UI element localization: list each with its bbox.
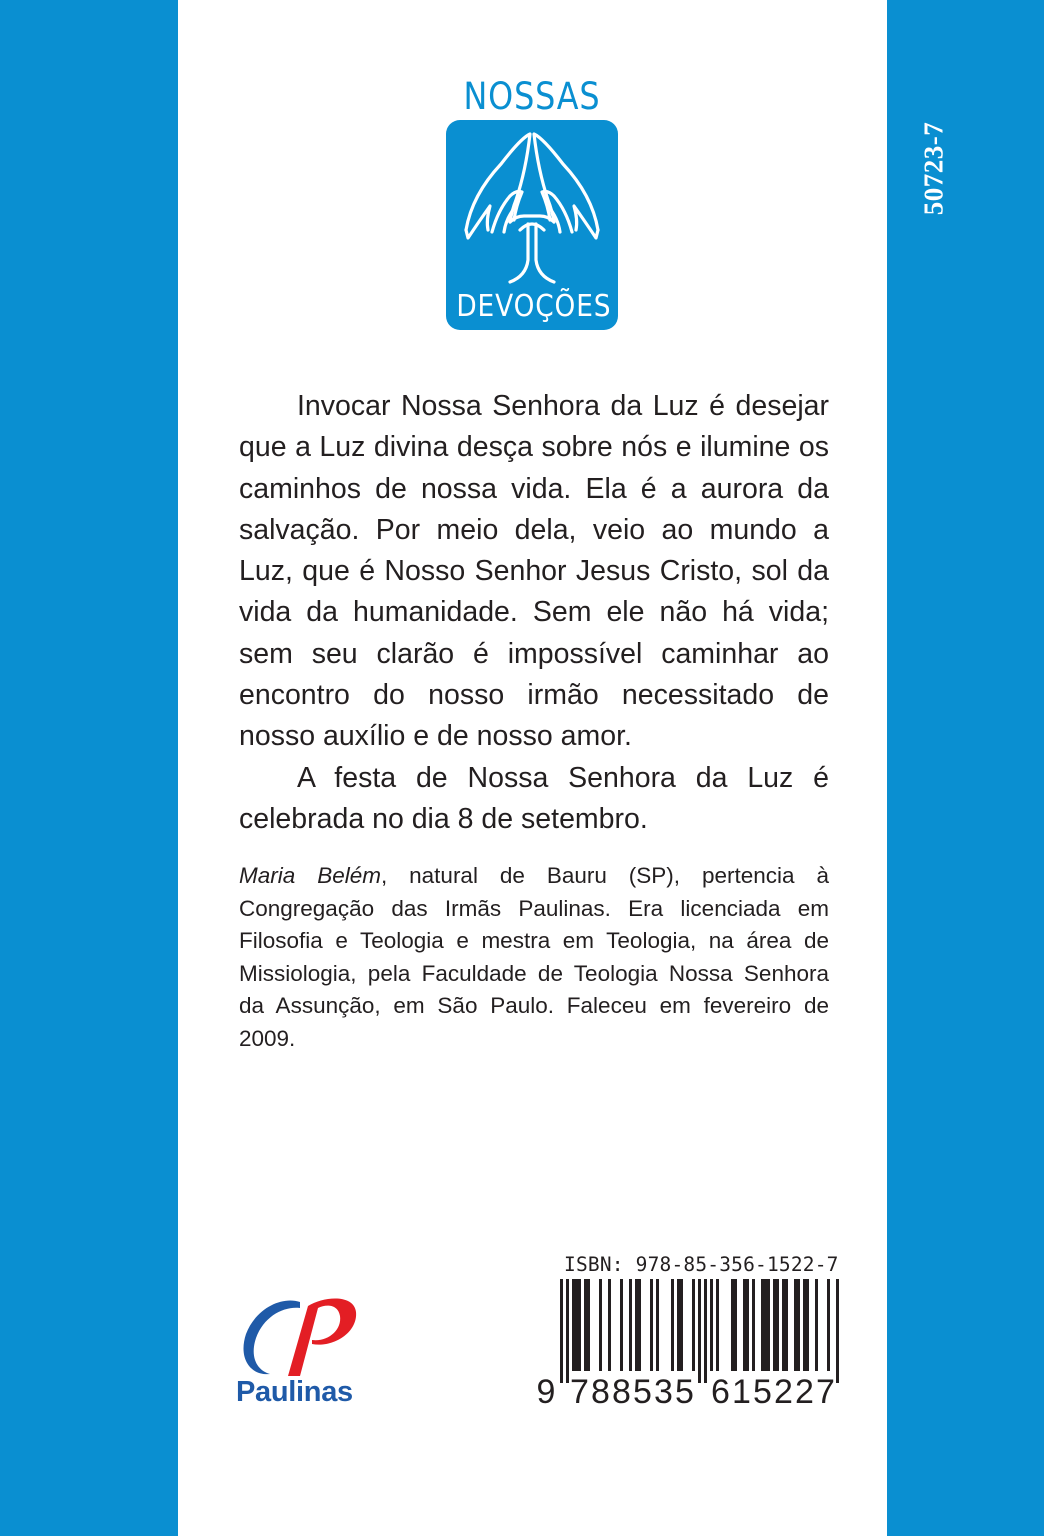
barcode-bar bbox=[797, 1279, 800, 1371]
left-blue-band bbox=[0, 0, 178, 1536]
barcode-bar bbox=[803, 1279, 806, 1371]
barcode-digit: 2 bbox=[774, 1373, 793, 1409]
barcode-bar bbox=[746, 1279, 749, 1371]
barcode-digit: 7 bbox=[816, 1373, 835, 1409]
right-blue-band bbox=[887, 0, 1044, 1536]
barcode-bar bbox=[752, 1279, 755, 1371]
barcode-bar bbox=[704, 1279, 707, 1383]
barcode-bars bbox=[560, 1279, 842, 1383]
barcode-digit: 5 bbox=[675, 1373, 694, 1409]
barcode-digit: 5 bbox=[753, 1373, 772, 1409]
barcode-bar bbox=[734, 1279, 737, 1371]
series-logo-top-text: NOSSAS bbox=[463, 75, 601, 118]
series-logo-box bbox=[446, 120, 618, 330]
barcode-bar bbox=[677, 1279, 680, 1371]
barcode-bar bbox=[743, 1279, 746, 1371]
barcode-bar bbox=[776, 1279, 779, 1371]
barcode-bar bbox=[572, 1279, 575, 1371]
barcode-bar bbox=[560, 1279, 563, 1383]
description bbox=[239, 386, 829, 840]
spine-code bbox=[919, 118, 949, 218]
barcode-bar bbox=[782, 1279, 785, 1371]
barcode-digit: 2 bbox=[795, 1373, 814, 1409]
barcode-bar bbox=[716, 1279, 719, 1371]
barcode-bar bbox=[794, 1279, 797, 1371]
description-paragraph-2: A festa de Nossa Senhora da Luz é celebrada no dia 8 de setembro. bbox=[239, 761, 829, 835]
barcode-digit: 8 bbox=[591, 1373, 610, 1409]
description-paragraph-1: Invocar Nossa Senhora da Luz é desejar que a Luz divina desça sobre nós e ilumine os caminhos de nossa vida. Ela é a aurora da salvação. Por meio dela, veio ao mundo a Luz, que é Nosso Senhor Jesus Cristo, sol da vida da humanidade. Sem ele não há vida; sem seu clarão é impossível caminhar ao encontro do nosso irmão necessitado de nosso auxílio e de nosso amor. bbox=[239, 390, 829, 753]
barcode-bar bbox=[599, 1279, 602, 1371]
barcode-bar bbox=[671, 1279, 674, 1371]
barcode-bar bbox=[587, 1279, 590, 1371]
barcode-bar bbox=[608, 1279, 611, 1371]
barcode-digit: 3 bbox=[654, 1373, 673, 1409]
barcode-bar bbox=[650, 1279, 653, 1371]
barcode-bar bbox=[620, 1279, 623, 1371]
isbn-label: ISBN: 978-85-356-1522-7 bbox=[564, 1253, 839, 1276]
author-bio-text: , natural de Bauru (SP), pertencia à Congregação das Irmãs Paulinas. Era licenciada em Filosofia e Teologia e mestra em Teologia, na área de Missiologia, pela Faculdade de Teologia Nossa Senhora da Assunção, em São Paulo. Faleceu em fevereiro de 2009. bbox=[239, 863, 829, 1051]
barcode-bar bbox=[761, 1279, 764, 1371]
barcode-bar bbox=[806, 1279, 809, 1371]
barcode-bar bbox=[764, 1279, 767, 1371]
barcode-bar bbox=[785, 1279, 788, 1371]
barcode-digit: 1 bbox=[732, 1373, 751, 1409]
barcode-bar bbox=[773, 1279, 776, 1371]
barcode-bar bbox=[629, 1279, 632, 1371]
series-logo-bottom-text: DEVOÇÕES bbox=[456, 289, 612, 324]
isbn-barcode bbox=[536, 1279, 842, 1409]
barcode-digits bbox=[537, 1373, 835, 1409]
barcode-digit: 9 bbox=[536, 1373, 556, 1409]
author-bio bbox=[239, 860, 829, 1056]
barcode-bar bbox=[638, 1279, 641, 1371]
barcode-digit: 6 bbox=[711, 1373, 730, 1409]
barcode-bar bbox=[656, 1279, 659, 1371]
spine-code-text: 50723-7 bbox=[918, 121, 949, 215]
barcode-bar bbox=[827, 1279, 830, 1371]
barcode-bar bbox=[575, 1279, 578, 1371]
barcode-digit: 5 bbox=[633, 1373, 652, 1409]
barcode-bar bbox=[680, 1279, 683, 1371]
barcode-digit: 8 bbox=[612, 1373, 631, 1409]
barcode-bar bbox=[692, 1279, 695, 1371]
author-name: Maria Belém bbox=[239, 863, 381, 888]
barcode-bar bbox=[836, 1279, 839, 1383]
barcode-bar bbox=[635, 1279, 638, 1371]
barcode-bar bbox=[578, 1279, 581, 1371]
barcode-bar bbox=[767, 1279, 770, 1371]
barcode-bar bbox=[815, 1279, 818, 1371]
barcode-bar bbox=[710, 1279, 713, 1371]
barcode-digit: 7 bbox=[570, 1373, 589, 1409]
barcode-bar bbox=[731, 1279, 734, 1371]
barcode-bar bbox=[566, 1279, 569, 1383]
barcode-bar bbox=[698, 1279, 701, 1383]
barcode-bar bbox=[584, 1279, 587, 1371]
publisher-name: Paulinas bbox=[236, 1376, 353, 1408]
